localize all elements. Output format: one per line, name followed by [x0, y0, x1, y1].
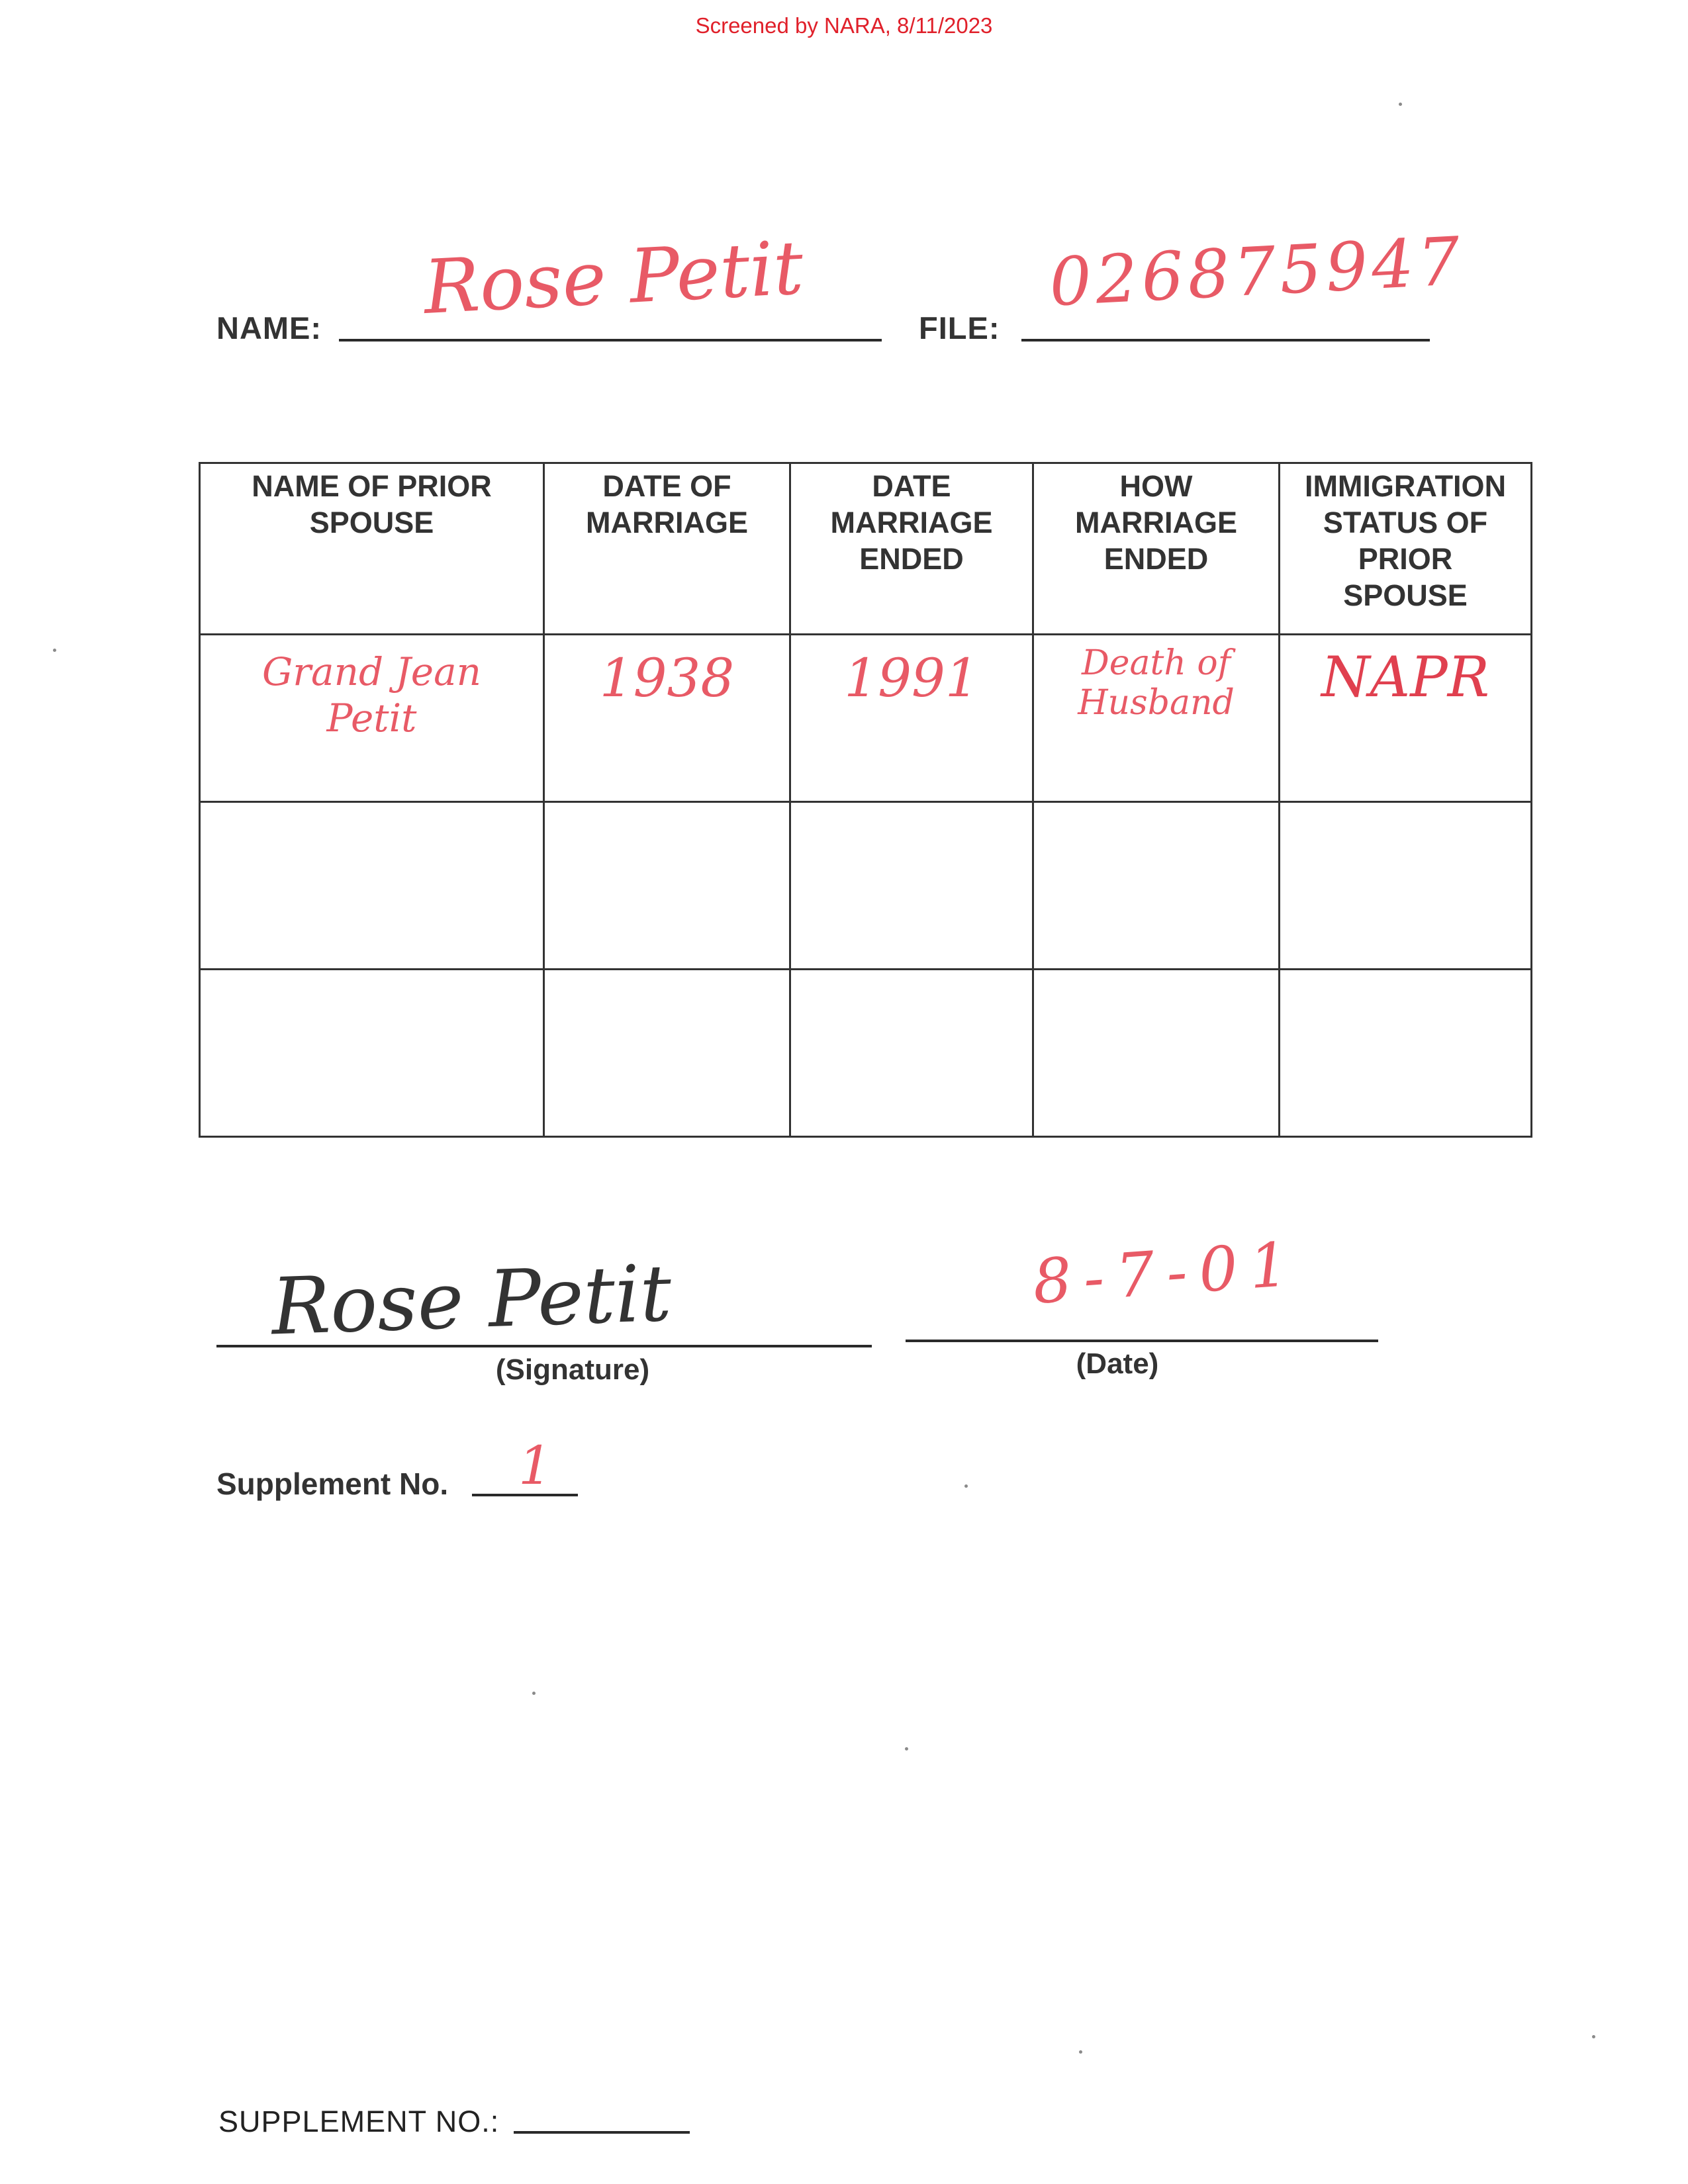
- table-cell[interactable]: [790, 970, 1033, 1137]
- file-number-field[interactable]: 026875947: [1047, 222, 1466, 322]
- signature-field[interactable]: Rose Petit: [269, 1247, 673, 1353]
- date-caption: (Date): [1076, 1347, 1159, 1380]
- prior-spouse-table: [199, 462, 1532, 1138]
- table-cell[interactable]: [1280, 802, 1532, 970]
- table-row: [200, 802, 1532, 970]
- table-row: [200, 635, 1532, 802]
- column-header-label: IMMIGRATION STATUS OF PRIOR SPOUSE: [1304, 469, 1507, 612]
- how-marriage-ended-value: Death of Husband: [1078, 643, 1235, 723]
- table-cell[interactable]: [544, 802, 790, 970]
- supplement-number-field[interactable]: 1: [518, 1435, 552, 1496]
- signature-caption: (Signature): [495, 1353, 650, 1386]
- table-cell[interactable]: [1033, 970, 1280, 1137]
- nara-screening-stamp: Screened by NARA, 8/11/2023: [695, 13, 993, 38]
- date-marriage-ended-value: 1991: [844, 647, 979, 709]
- supplement-footer-underline: [514, 2131, 690, 2134]
- table-cell[interactable]: [200, 970, 544, 1137]
- table-cell[interactable]: [1280, 635, 1532, 802]
- column-header-date-of-marriage: [544, 463, 790, 635]
- table-cell[interactable]: [790, 635, 1033, 802]
- supplement-footer-label: SUPPLEMENT NO.:: [218, 2105, 500, 2138]
- table-header-row: [200, 463, 1532, 635]
- table-cell[interactable]: [790, 802, 1033, 970]
- column-header-immigration-status: [1280, 463, 1532, 635]
- scan-speck: [1399, 103, 1402, 106]
- prior-spouse-name-value: Grand Jean Petit: [261, 649, 482, 741]
- file-label: FILE:: [919, 310, 1000, 345]
- column-header-label: DATE OF MARRIAGE: [586, 469, 748, 539]
- name-underline: [339, 339, 882, 341]
- file-underline: [1021, 339, 1430, 341]
- table-cell[interactable]: [200, 802, 544, 970]
- scan-speck: [964, 1484, 968, 1488]
- column-header-how-marriage-ended: [1033, 463, 1280, 635]
- column-header-date-marriage-ended: [790, 463, 1033, 635]
- scan-speck: [1079, 2050, 1082, 2054]
- immigration-status-value: NAPR: [1321, 645, 1489, 709]
- date-field[interactable]: 8-7-01: [1030, 1228, 1303, 1318]
- column-header-label: HOW MARRIAGE ENDED: [1075, 469, 1237, 576]
- name-field[interactable]: Rose Petit: [421, 225, 806, 331]
- scan-speck: [532, 1692, 536, 1695]
- date-of-marriage-value: 1938: [599, 647, 735, 709]
- date-underline: [906, 1340, 1378, 1342]
- name-label: NAME:: [216, 310, 322, 345]
- table-cell[interactable]: [544, 970, 790, 1137]
- column-header-label: DATE MARRIAGE ENDED: [830, 469, 993, 576]
- column-header-prior-spouse-name: [200, 463, 544, 635]
- scan-speck: [53, 649, 56, 652]
- table-cell[interactable]: [200, 635, 544, 802]
- table-cell[interactable]: [1280, 970, 1532, 1137]
- signature-underline: [216, 1345, 872, 1347]
- supplement-label: Supplement No.: [216, 1467, 449, 1501]
- table-row: [200, 970, 1532, 1137]
- scan-speck: [905, 1747, 908, 1751]
- column-header-label: NAME OF PRIOR SPOUSE: [252, 469, 492, 539]
- table-cell[interactable]: [1033, 802, 1280, 970]
- scan-speck: [1592, 2035, 1595, 2038]
- table-cell[interactable]: [1033, 635, 1280, 802]
- table-cell[interactable]: [544, 635, 790, 802]
